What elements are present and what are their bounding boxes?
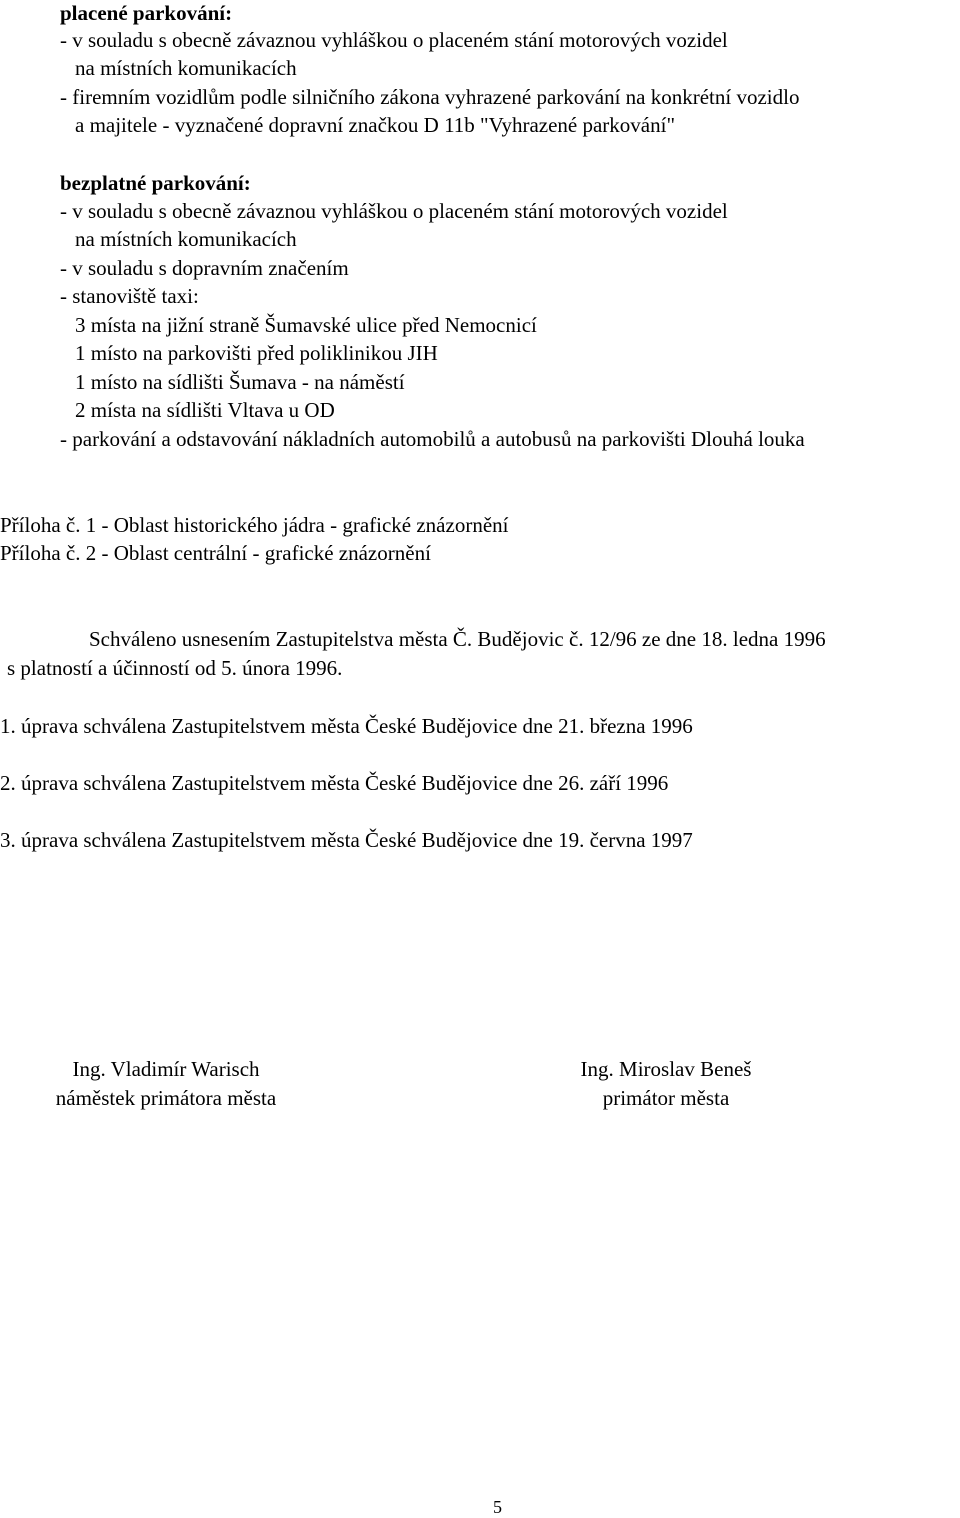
taxi-stand-item: 1 místo na sídlišti Šumava - na náměstí: [75, 370, 405, 394]
paid-parking-line: na místních komunikacích: [75, 56, 297, 80]
signature-right-name: Ing. Miroslav Beneš: [580, 1057, 752, 1081]
attachment-item: Příloha č. 1 - Oblast historického jádra - grafické znázornění: [0, 513, 509, 537]
free-parking-line: na místních komunikacích: [75, 227, 297, 251]
paid-parking-line: - firemním vozidlům podle silničního zákona vyhrazené parkování na konkrétní vozidlo: [60, 85, 800, 109]
paid-parking-line: - v souladu s obecně závaznou vyhláškou o placeném stání motorových vozidel: [60, 28, 728, 52]
amendment-item: 2. úprava schválena Zastupitelstvem města České Budějovice dne 26. září 1996: [0, 771, 669, 795]
amendment-item: 1. úprava schválena Zastupitelstvem města České Budějovice dne 21. března 1996: [0, 714, 693, 738]
free-parking-line: - v souladu s dopravním značením: [60, 256, 349, 280]
amendment-item: 3. úprava schválena Zastupitelstvem města České Budějovice dne 19. června 1997: [0, 828, 693, 852]
free-parking-line: - parkování a odstavování nákladních automobilů a autobusů na parkovišti Dlouhá louka: [60, 427, 805, 451]
paid-parking-line: a majitele - vyznačené dopravní značkou D 11b "Vyhrazené parkování": [75, 113, 676, 137]
signature-left-name: Ing. Vladimír Warisch: [72, 1057, 260, 1081]
taxi-stand-item: 2 místa na sídlišti Vltava u OD: [75, 398, 335, 422]
signature-right-title: primátor města: [602, 1086, 730, 1110]
signature-left-title: náměstek primátora města: [55, 1086, 277, 1110]
free-parking-heading: bezplatné parkování:: [60, 171, 251, 195]
taxi-stand-item: 3 místa na jižní straně Šumavské ulice před Nemocnicí: [75, 313, 537, 337]
attachment-item: Příloha č. 2 - Oblast centrální - grafické znázornění: [0, 541, 431, 565]
free-parking-line: - stanoviště taxi:: [60, 284, 199, 308]
approval-line: s platností a účinností od 5. února 1996.: [7, 656, 343, 680]
free-parking-line: - v souladu s obecně závaznou vyhláškou o placeném stání motorových vozidel: [60, 199, 728, 223]
taxi-stand-item: 1 místo na parkovišti před poliklinikou JIH: [75, 341, 438, 365]
paid-parking-heading: placené parkování:: [60, 1, 233, 25]
approval-line: Schváleno usnesením Zastupitelstva města Č. Budějovic č. 12/96 ze dne 18. ledna 1996: [89, 627, 826, 651]
page-number: 5: [493, 1497, 502, 1517]
